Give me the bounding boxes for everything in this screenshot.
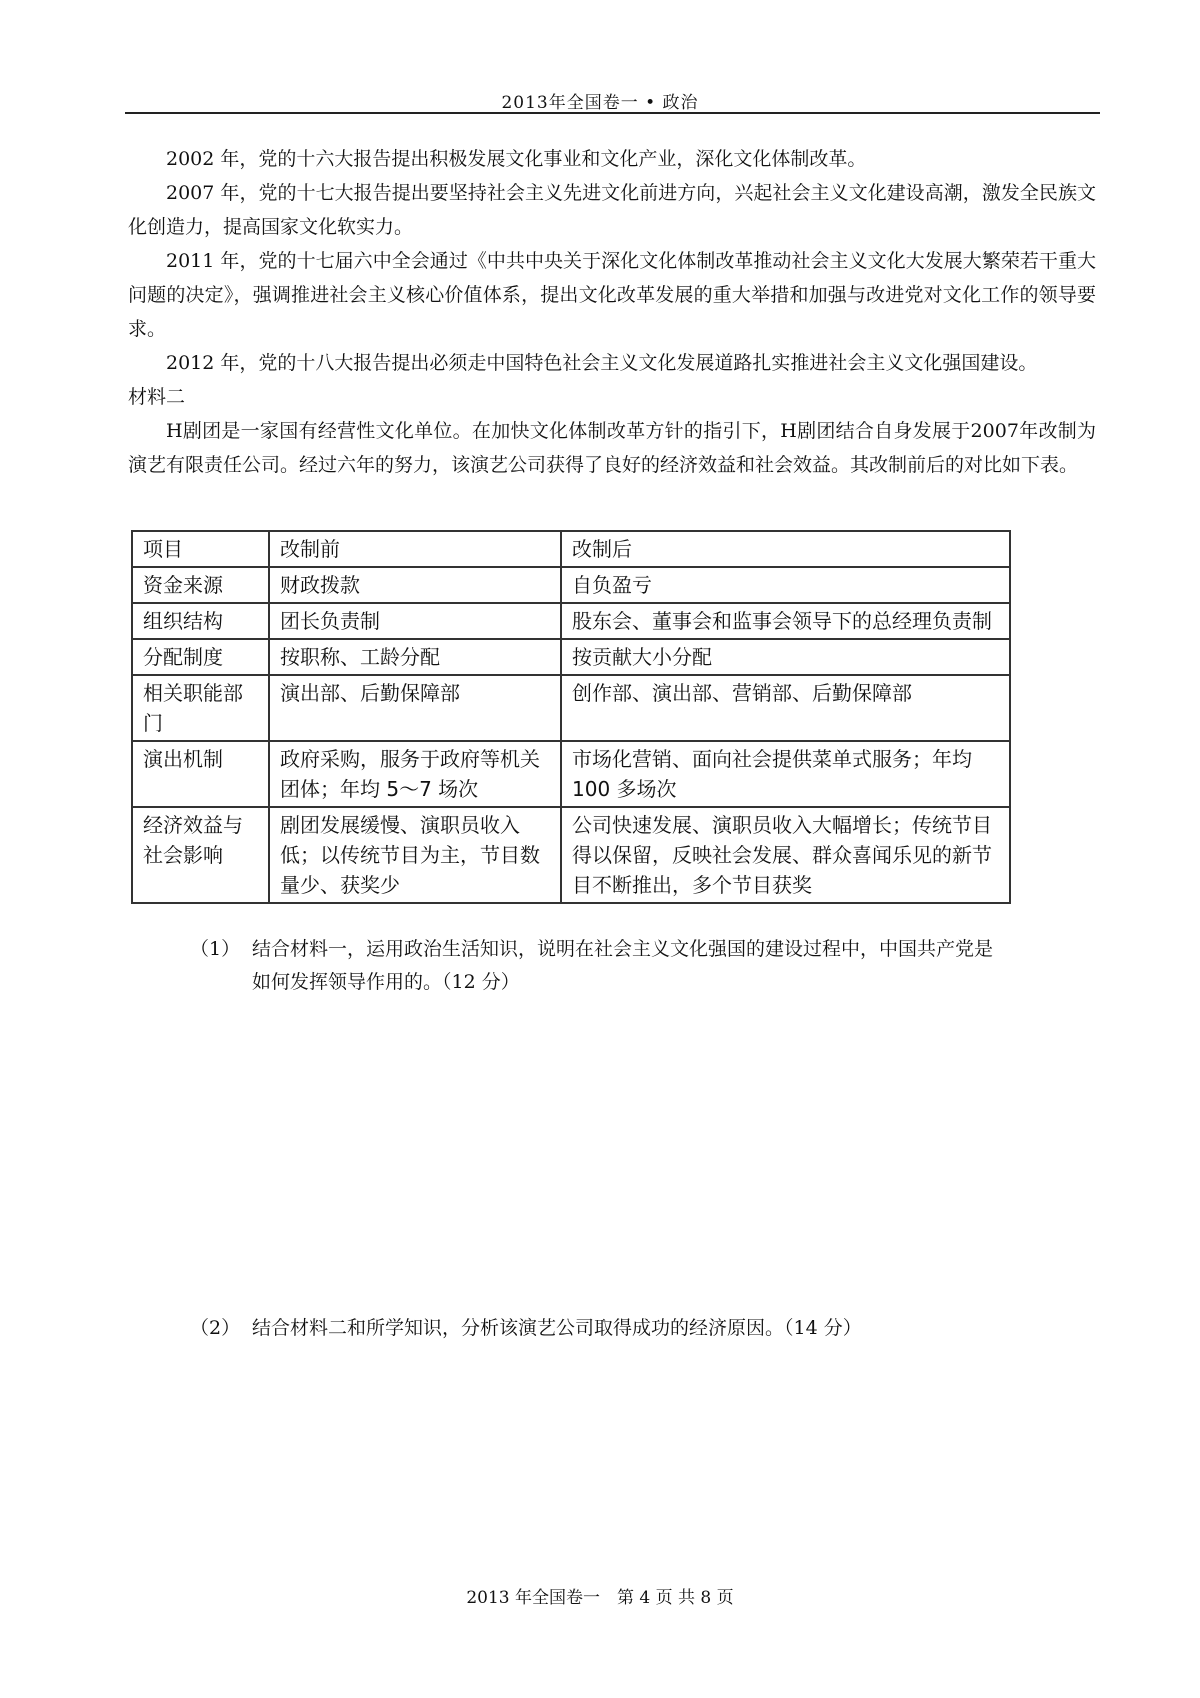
reform-comparison-table-wrapper — [131, 530, 1011, 904]
table-cell: 按职称、工龄分配 — [269, 639, 561, 675]
table-row — [132, 675, 1010, 741]
cell-text: 公司快速发展、演职员收入大幅增长；传统节目得以保留，反映社会发展、群众喜闻乐见的新节目不断推出，多个节目获奖 — [572, 813, 992, 897]
table-header-cell: 改制前 — [269, 531, 561, 567]
table-row — [132, 639, 1010, 675]
question-1 — [190, 933, 1095, 999]
question-number: （2） — [190, 1317, 241, 1339]
table-cell: 市场化营销、面向社会提供菜单式服务；年均 100 多场次 — [561, 741, 1010, 807]
cell-text: 剧团发展缓慢、演职员收入低；以传统节目为主，节目数量少、获奖少 — [280, 813, 540, 897]
reform-comparison-table — [131, 530, 1011, 904]
cell-text: 经济效益与社会影响 — [143, 813, 243, 867]
table-cell — [269, 807, 561, 903]
question-text-continued: 如何发挥领导作用的。（12 分） — [252, 971, 520, 993]
page-footer: 2013 年全国卷一 第 4 页 共 8 页 — [466, 1588, 734, 1608]
table-row — [132, 567, 1010, 603]
table-cell: 分配制度 — [132, 639, 269, 675]
table-cell: 股东会、董事会和监事会领导下的总经理负责制 — [561, 603, 1010, 639]
table-row — [132, 807, 1010, 903]
table-cell: 资金来源 — [132, 567, 269, 603]
table-cell — [561, 807, 1010, 903]
table-cell: 团长负责制 — [269, 603, 561, 639]
question-number: （1） — [190, 938, 241, 960]
table-cell: 演出部、后勤保障部 — [269, 675, 561, 741]
question-2 — [190, 1312, 1095, 1345]
table-row — [132, 603, 1010, 639]
material2-paragraph: H剧团是一家国有经营性文化单位。在加快文化体制改革方针的指引下，H剧团结合自身发展于2007年改制为演艺有限责任公司。经过六年的努力，该演艺公司获得了良好的经济效益和社会效益。其改制前后的对比如下表。 — [128, 420, 1096, 476]
question-text: 结合材料二和所学知识，分析该演艺公司取得成功的经济原因。（14 分） — [252, 1317, 862, 1339]
table-row — [132, 741, 1010, 807]
table-header-cell: 改制后 — [561, 531, 1010, 567]
material1-paragraph: 2002 年，党的十六大报告提出积极发展文化事业和文化产业，深化文化体制改革。 — [166, 148, 867, 170]
question-text: 结合材料一，运用政治生活知识，说明在社会主义文化强国的建设过程中，中国共产党是 — [252, 938, 994, 960]
table-cell: 组织结构 — [132, 603, 269, 639]
material1-paragraph: 2012 年，党的十八大报告提出必须走中国特色社会主义文化发展道路扎实推进社会主义文化强国建设。 — [166, 352, 1038, 374]
table-header-row — [132, 531, 1010, 567]
table-header-cell: 项目 — [132, 531, 269, 567]
table-cell: 政府采购，服务于政府等机关团体；年均 5～7 场次 — [269, 741, 561, 807]
table-cell: 相关职能部门 — [132, 675, 269, 741]
table-cell: 按贡献大小分配 — [561, 639, 1010, 675]
material1-paragraph: 2011 年，党的十七届六中全会通过《中共中央关于深化文化体制改革推动社会主义文化大发展大繁荣若干重大问题的决定》，强调推进社会主义核心价值体系，提出文化改革发展的重大举措和加强与改进党对文化工作的领导要求。 — [128, 250, 1096, 340]
material1-paragraph: 2007 年，党的十七大报告提出要坚持社会主义先进文化前进方向，兴起社会主义文化建设高潮，激发全民族文化创造力，提高国家文化软实力。 — [128, 182, 1096, 238]
document-body — [128, 142, 1096, 482]
material2-heading: 材料二 — [128, 386, 186, 408]
table-cell: 创作部、演出部、营销部、后勤保障部 — [561, 675, 1010, 741]
table-cell: 演出机制 — [132, 741, 269, 807]
table-cell — [132, 807, 269, 903]
header-divider — [125, 112, 1100, 114]
page-header-title: 2013年全国卷一 • 政治 — [501, 93, 699, 113]
table-cell: 自负盈亏 — [561, 567, 1010, 603]
table-cell: 财政拨款 — [269, 567, 561, 603]
